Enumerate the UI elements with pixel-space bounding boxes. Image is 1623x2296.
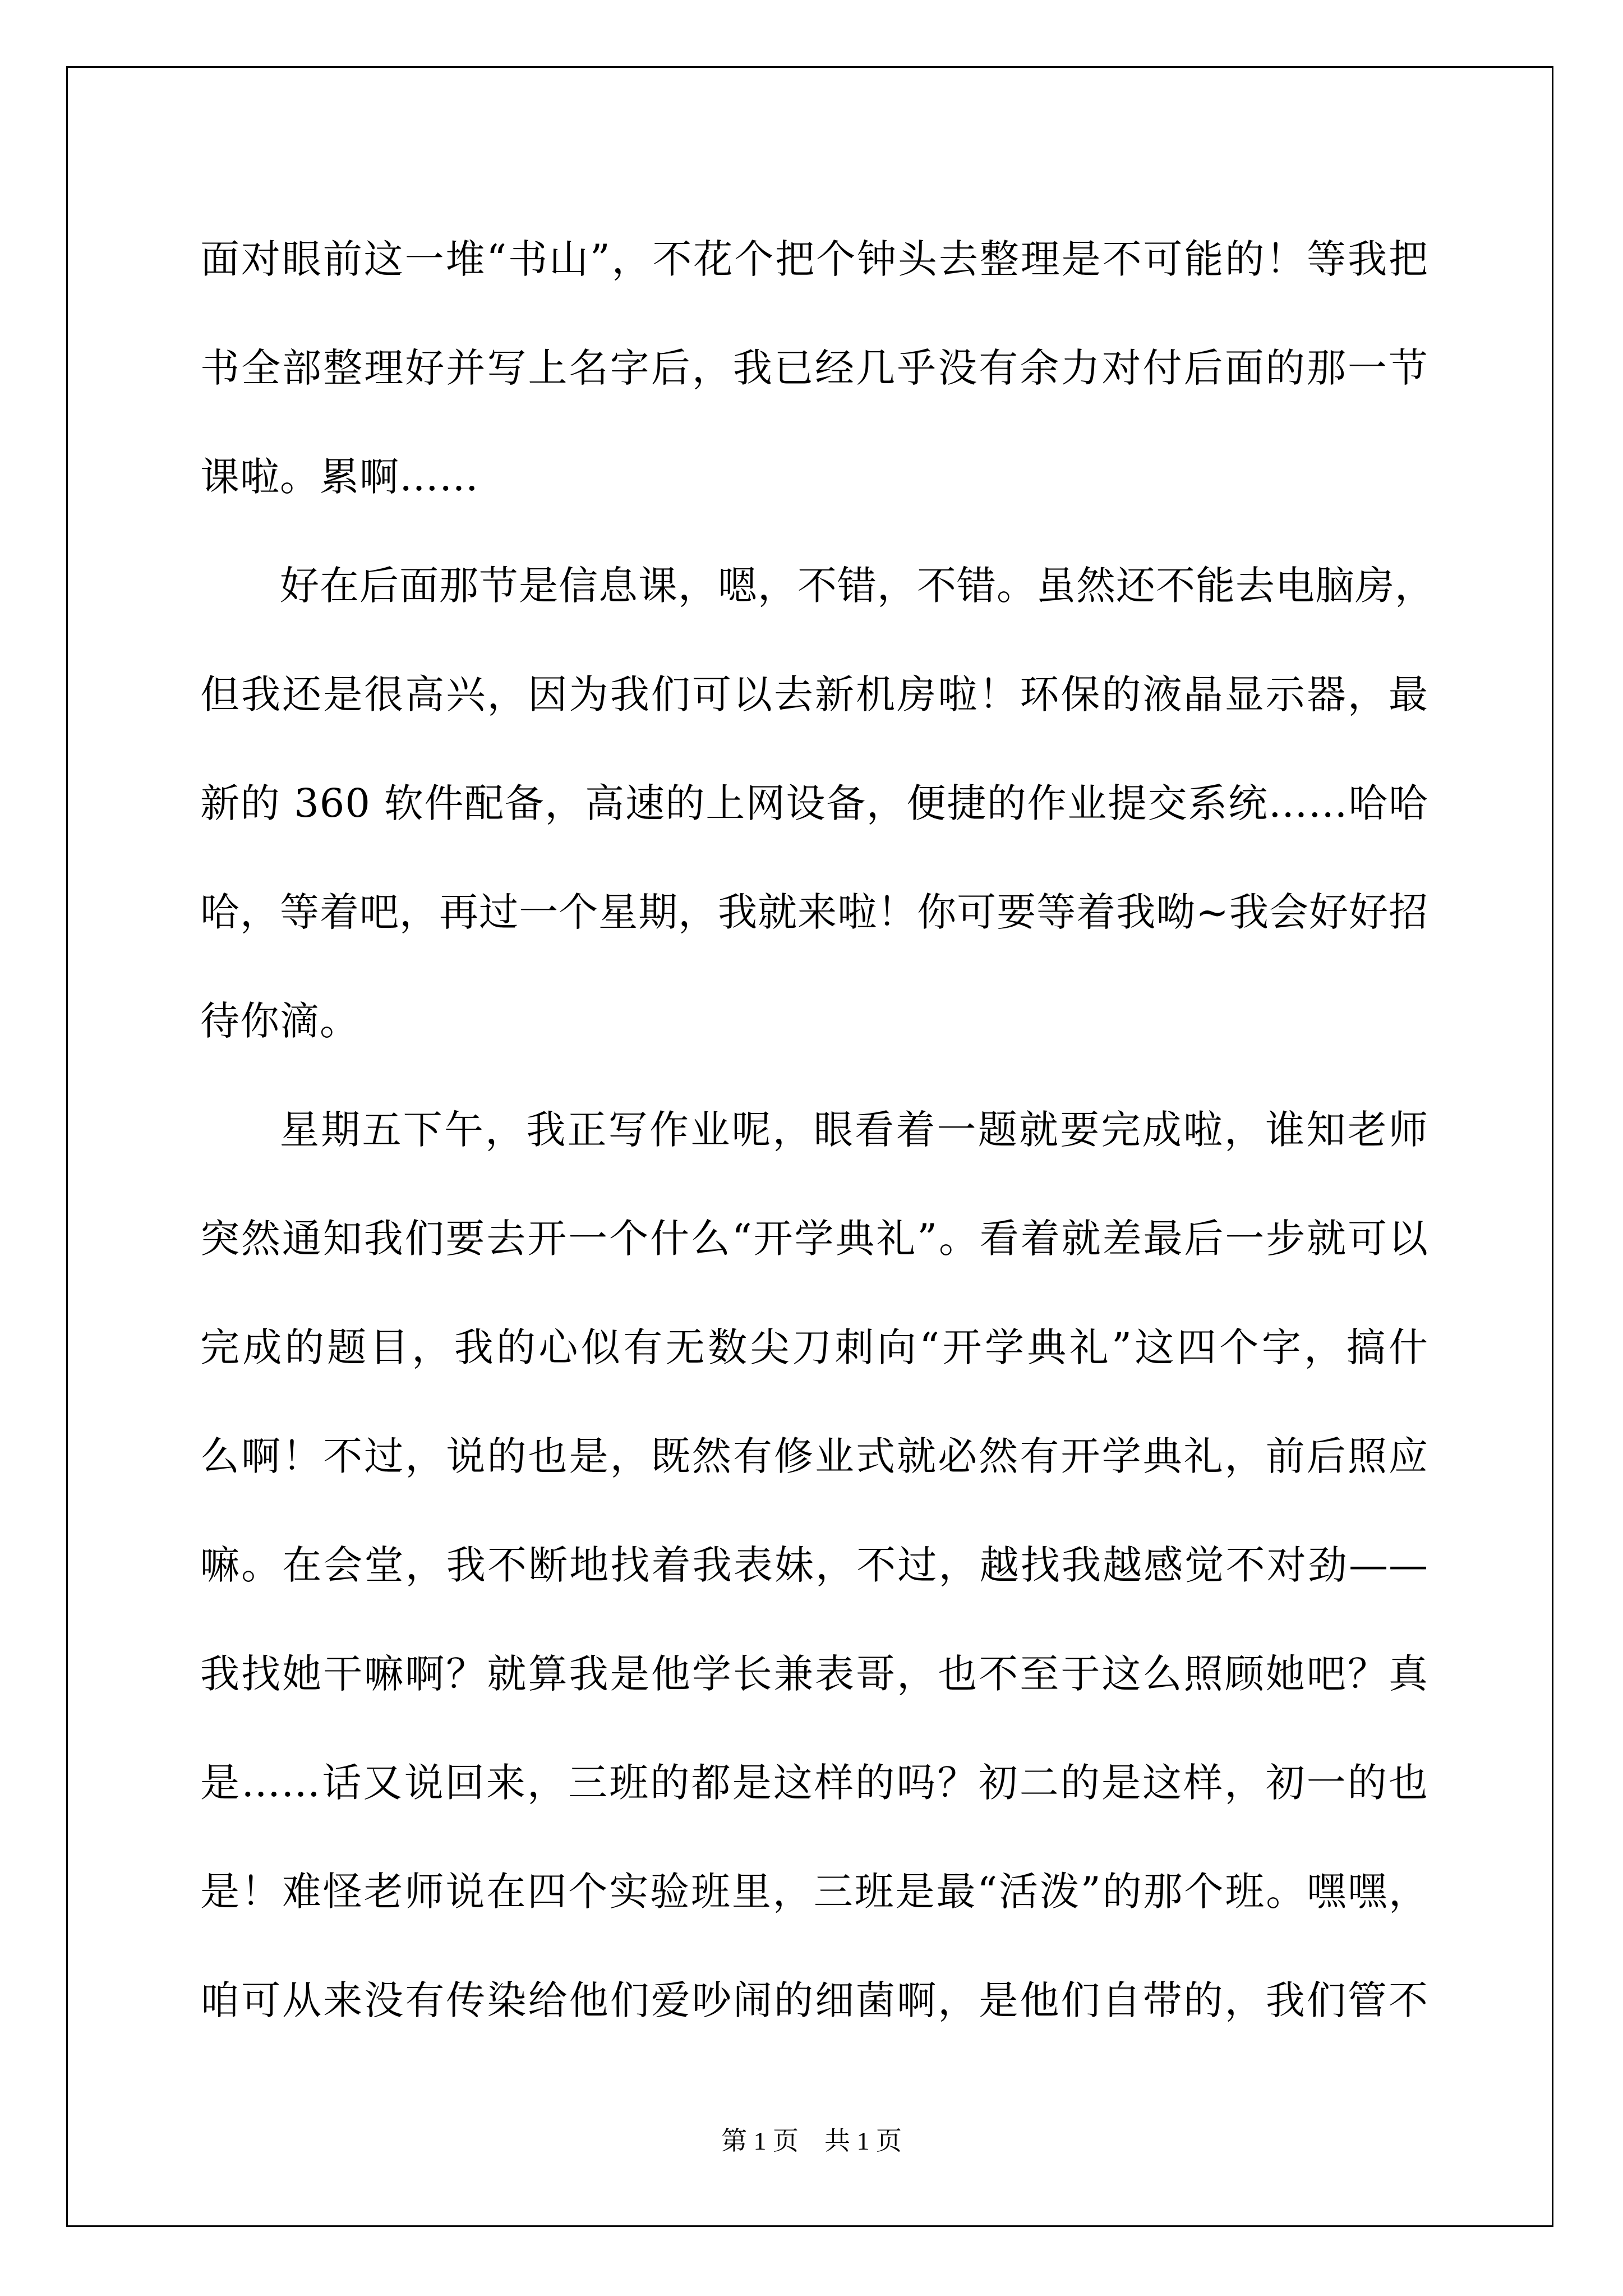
text-line: 星期五下午，我正写作业呢，眼看着一题就要完成啦，谁知老师 (280, 1107, 1428, 1153)
document-body (200, 205, 1435, 2055)
text-line: 突然通知我们要去开一个什么“开学典礼”。看着就差最后一步就可以 (200, 1216, 1428, 1262)
text-line: 是……话又说回来，三班的都是这样的吗？初二的是这样，初一的也 (200, 1760, 1428, 1806)
page-footer (0, 2120, 1623, 2157)
paragraph-3 (200, 1075, 1428, 2055)
text-line: 么啊！不过，说的也是，既然有修业式就必然有开学典礼，前后照应 (200, 1433, 1428, 1479)
text-line: 但我还是很高兴，因为我们可以去新机房啦！环保的液晶显示器，最 (200, 671, 1428, 717)
text-line: 待你滴。 (200, 998, 359, 1044)
paragraph-2 (200, 531, 1435, 1075)
text-line: 咱可从来没有传染给他们爱吵闹的细菌啊，是他们自带的，我们管不 (200, 1977, 1428, 2023)
text-line: 新的 360 软件配备，高速的上网设备，便捷的作业提交系统……哈哈 (200, 780, 1428, 826)
paragraph-1 (200, 205, 1428, 531)
text-line: 是！难怪老师说在四个实验班里，三班是最“活泼”的那个班。嘿嘿， (200, 1869, 1428, 1915)
text-line: 我找她干嘛啊？就算我是他学长兼表哥，也不至于这么照顾她吧？真 (200, 1651, 1428, 1697)
text-line: 课啦。累啊…… (200, 454, 479, 500)
text-line: 好在后面那节是信息课，嗯，不错，不错。虽然还不能去电脑房， (280, 563, 1435, 609)
text-line: 书全部整理好并写上名字后，我已经几乎没有余力对付后面的那一节 (200, 345, 1428, 391)
text-line: 完成的题目，我的心似有无数尖刀刺向“开学典礼”这四个字，搞什 (200, 1324, 1428, 1370)
text-line: 面对眼前这一堆“书山”，不花个把个钟头去整理是不可能的！等我把 (200, 236, 1428, 282)
text-line: 嘛。在会堂，我不断地找着我表妹，不过，越找我越感觉不对劲—— (200, 1542, 1428, 1588)
page-total-label: 共 1 页 (824, 2127, 902, 2155)
page-number-label: 第 1 页 (721, 2127, 799, 2155)
text-line: 哈，等着吧，再过一个星期，我就来啦！你可要等着我呦~我会好好招 (200, 889, 1428, 935)
